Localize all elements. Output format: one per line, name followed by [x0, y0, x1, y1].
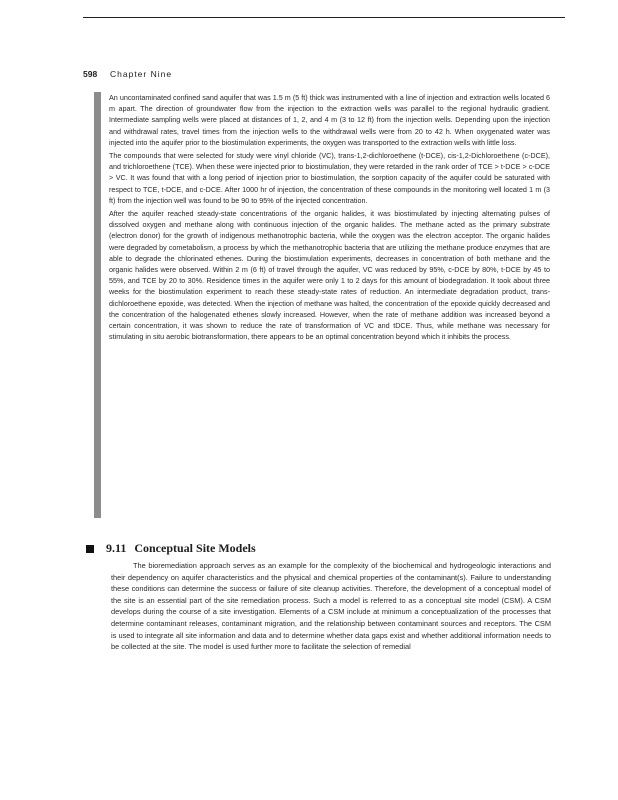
- chapter-label: Chapter Nine: [110, 69, 173, 79]
- header-rule: [83, 17, 565, 18]
- sidebar-accent-bar: [94, 92, 101, 518]
- page-number: 598: [83, 69, 98, 79]
- sidebar-paragraph: An uncontaminated confined sand aquifer that was 1.5 m (5 ft) thick was instrumented with a line of injection and extraction wells located 6 m apart. The direction of groundwater flow from the injection to the extraction wells was parallel to the regional hydraulic gradient. Intermediate sampling wells were placed at distances of 1, 2, and 4 m (3 to 12 ft) from the injection wells. Depending upon the injection and withdrawal rates, travel times from the injection wells to the withdrawal wells were from 20 to 42 h. When oxygenated water was injected into the aquifer prior to the biostimulation experiments, the oxygen was transported to the extraction wells with little loss.: [109, 93, 550, 147]
- section-body: The bioremediation approach serves as an example for the complexity of the biochemical and hydrogeologic interactions and their dependency on aquifer characteristics and the physical and chemical properties of the contaminant(s). Failure to understanding these conditions can determine the success or failure of site cleanup activities. Therefore, the development of a conceptual model of the site is an essential part of the site remediation process. Such a model is referred to as a conceptual site model (CSM). A CSM develops during the course of a site investigation. Elements of a CSM include at minimum a conceptualization of the processes that determine contaminant releases, contaminant migration, and the relationship between contaminant sources and receptors. The CSM is used to integrate all site information and data and to determine whether data gaps exist and whether additional information needs to be collected at the site. The model is used further more to facilitate the selection of remedial: [111, 561, 551, 652]
- sidebar-paragraph: After the aquifer reached steady-state concentrations of the organic halides, it was biostimulated by injecting alternating pulses of dissolved oxygen and methane along with continuous injection of the organic halides. The methane acted as the primary substrate (electron donor) for the growth of indigenous methanotrophic bacteria, while the oxygen was the electron acceptor. The organic halides were degraded by cometabolism, a process by which the methanotrophic bacteria that are utilizing the methane produce enzymes that are able to degrade the chlorinated ethenes. During the biostimulation experiments, decreases in concentration of both methane and the organic halides were observed. Within 2 m (6 ft) of travel through the aquifer, VC was reduced by 95%, c-DCE by 80%, t-DCE by 45 to 55%, and TCE by 20 to 30%. Residence times in the aquifer were only 1 to 2 days for this amount of biodegradation. It took about three weeks for the biostimulation experiment to reach these steady-state rates of reduction. An intermediate degradation product, trans-dichloroethene epoxide, was detected. When the injection of methane was halted, the concentration of the epoxide quickly decreased and the concentration of the halogenated ethenes slowly increased. However, when the rate of methane addition was increased beyond a certain concentration, it was shown to reduce the rate of transformation of VC and tDCE. Thus, while methane was necessary for stimulating in situ aerobic biotransformation, there appears to be an optimal concentration beyond which it inhibits the process.: [109, 209, 550, 342]
- sidebar-paragraph: The compounds that were selected for study were vinyl chloride (VC), trans-1,2-dichloroethene (t-DCE), cis-1,2-Dichloroethene (c-DCE), and trichloroethene (TCE). When these were injected prior to biostimulation, they were retarded in the rank order of TCE > t-DCE > c-DCE > VC. It was found that with a long period of injection prior to biostimulation, the sorption capacity of the aquifer could be saturated with respect to TCE, t-DCE, and c-DCE. After 1000 hr of injection, the concentration of these compounds in the monitoring well located 1 m (3 ft) from the injection well was found to be 90 to 95% of the injected concentration.: [109, 151, 550, 205]
- section-heading: [86, 541, 256, 556]
- section-number: 9.11: [106, 541, 127, 555]
- section-title: Conceptual Site Models: [134, 541, 256, 555]
- square-bullet-icon: [86, 545, 94, 553]
- case-study-sidebar: [109, 92, 550, 344]
